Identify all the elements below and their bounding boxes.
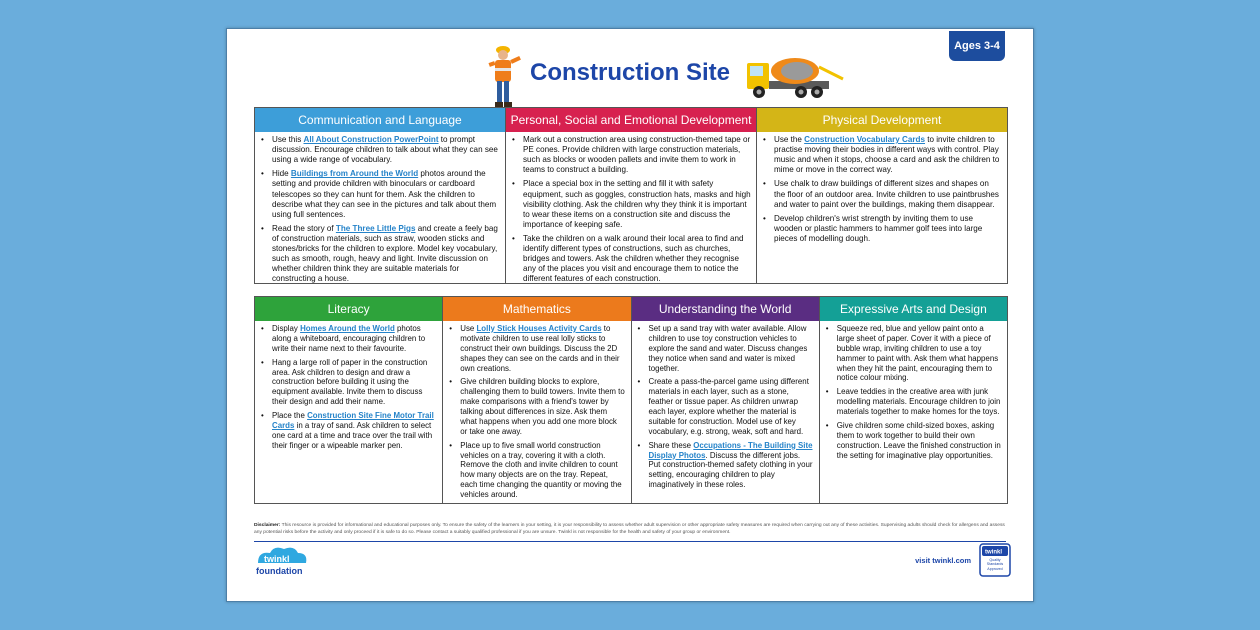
activity-text: Hide <box>272 169 291 179</box>
activity-list <box>506 132 756 289</box>
section-communication-and-language <box>255 108 506 283</box>
activity-text: Place the <box>272 411 308 420</box>
activity-text: Give children some child-sized boxes, asking them to work together to build their own construction. Leave the finished construction in the setting for imaginative play opportunities. <box>836 420 1001 460</box>
activity-text: Set up a sand tray with water available. Allow children to use toy construction vehicles to explore the sand and water. Discuss changes they notice when sand and water is mixed together. <box>648 324 808 373</box>
activity-list <box>255 321 442 455</box>
activity-text: to prompt discussion. Encourage children to talk about what they can see using a wide range of vocabulary. <box>272 135 498 165</box>
twinkl-foundation-logo[interactable] <box>254 545 312 579</box>
activity-text: Read the story of <box>272 223 336 233</box>
activity-text: Create a pass-the-parcel game using different materials in each layer, such as a stone, feather or tissue paper. As children unwrap each layer, explore whether the material is suitable for construction. Model use of key vocabulary, e.g. strong, weak, soft and hard. <box>648 377 809 436</box>
activity-text: Share these <box>648 440 694 450</box>
activity-item <box>261 169 500 220</box>
activity-item <box>763 179 1002 209</box>
activity-list <box>632 321 819 494</box>
activity-text: Develop children's wrist strength by inviting them to use wooden or plastic hammers to hammer golf tees into large pieces of modelling dough. <box>774 213 983 243</box>
activity-text: Use <box>460 324 477 333</box>
activity-item <box>638 324 814 373</box>
section-personal-social-emotional <box>506 108 757 283</box>
activity-text: to invite children to practise moving their bodies in different ways with control. Play music and when it stops, choose a card and ask the children to mime or move in the correct way. <box>774 135 1000 175</box>
section-understanding-the-world <box>632 297 820 503</box>
resource-link[interactable]: Construction Site Fine Motor Trail Cards <box>272 411 434 430</box>
resource-page <box>226 28 1034 602</box>
activity-text: Use chalk to draw buildings of different sizes and shapes on the floor of an outdoor area. Invite children to use paintbrushes and water to paint over the buildings, making them disappear. <box>774 179 999 209</box>
age-badge: Ages 3-4 <box>949 31 1005 61</box>
activity-item <box>261 224 500 285</box>
disclaimer <box>254 523 1008 536</box>
section-literacy <box>255 297 443 503</box>
logo-left-bottom: foundation <box>256 566 303 576</box>
activity-text: photos along a whiteboard, encouraging children to write their name next to their favourite. <box>272 324 426 353</box>
activity-item <box>826 387 1002 417</box>
resource-link[interactable]: All About Construction PowerPoint <box>303 135 439 144</box>
activity-item <box>261 324 437 354</box>
activity-text: photos around the setting and provide children with binoculars or cardboard telescopes so they can hunt for them. Ask the children to describe what they can see in the pictures and talk about them using full sentences. <box>272 169 497 219</box>
logo-left-top: twinkl <box>264 554 290 564</box>
disclaimer-text: This resource is provided for informational and educational purposes only. To ensure the safety of the learners in your setting, it is your responsibility to assess whether adult supervision or other appropriate safety measures are required when carrying out any of these activities. Supervising adults should check for allergens and assess any potential risks before the activity and only proceed if it is safe to do so. Please contact a suitably qualified professional if you are unsure. Twinkl is not responsible for the health and safety of your group or environment. <box>254 523 1005 535</box>
section-heading: Expressive Arts and Design <box>820 297 1007 321</box>
resource-link[interactable]: Lolly Stick Houses Activity Cards <box>476 324 602 333</box>
activity-item <box>638 377 814 436</box>
activity-text: and create a feely bag of construction materials, such as straw, wooden sticks and stones/bricks for the children to explore. Model key vocabulary, such as smooth, rough, heavy and light. Invite discussion on whether children think they are suitable materials for constructing a house. <box>272 223 498 284</box>
activity-list <box>443 321 630 504</box>
activity-text: Hang a large roll of paper in the construction area. Ask children to design and draw a construction before building it using the equipment available. Invite them to discuss their design and add their name. <box>272 357 428 407</box>
section-mathematics <box>443 297 631 503</box>
activity-text: Give children building blocks to explore, challenging them to build towers. Invite them to make comparisons with a friend's tower by talking about differences in size. Ask them what happens when you add one more block or take one away. <box>460 377 625 436</box>
activity-text: Squeeze red, blue and yellow paint onto a large sheet of paper. Cover it with a piece of bubble wrap, inviting children to use a toy hammer to paint with. Ask them what happens when they hit the paint, encouraging them to notice colour mixing. <box>836 324 999 383</box>
activity-text: Use this <box>272 135 304 144</box>
logo-right-sub: Quality Standards Approved <box>986 558 1004 571</box>
twinkl-quality-badge <box>979 543 1011 577</box>
logo-right-text: twinkl <box>985 549 1003 556</box>
resource-link[interactable]: The Three Little Pigs <box>335 223 416 233</box>
activity-item <box>826 421 1002 461</box>
section-heading: Mathematics <box>443 297 630 321</box>
activity-item <box>512 234 751 285</box>
activity-text: Use the <box>774 135 805 144</box>
activity-item <box>261 135 500 165</box>
activity-item <box>449 441 625 500</box>
activity-text: Mark out a construction area using construction-themed tape or PE cones. Provide children with large construction materials, such as blocks or wooden pallets and invite them to work in teams to construct a building. <box>523 135 751 175</box>
section-heading: Physical Development <box>757 108 1007 132</box>
activity-list <box>255 132 505 289</box>
section-heading: Understanding the World <box>632 297 819 321</box>
activity-text: Take the children on a walk around their local area to find and identify different types of constructions, such as churches, bridges and towers. Ask the children whether they recognise any of the places you visit and encourage them to notice the different features of each construction. <box>523 233 744 284</box>
activity-item <box>512 179 751 230</box>
activity-item <box>512 135 751 175</box>
activity-text: to motivate children to use real lolly sticks to construct their own buildings. Discuss the 2D shapes they can see on the cards and in their own creations. <box>460 324 620 373</box>
section-heading: Literacy <box>255 297 442 321</box>
disclaimer-label: Disclaimer: <box>254 523 281 528</box>
activity-text: in a tray of sand. Ask children to select one card at a time and trace over the trail with their finger or a wipeable marker pen. <box>272 420 433 450</box>
activity-text: Place up to five small world construction vehicles on a tray, covering it with a cloth. Remove the cloth and invite children to count how many objects are on the tray. Repeat, each time changing the quantity or moving the vehicles around. <box>460 440 622 499</box>
cement-mixer-truck-illustration <box>745 53 845 101</box>
activity-text: Display <box>272 324 301 333</box>
section-expressive-arts-and-design <box>820 297 1007 503</box>
section-heading: Personal, Social and Emotional Development <box>506 108 756 132</box>
activity-item <box>449 324 625 373</box>
activity-list <box>757 132 1007 248</box>
activity-item <box>638 441 814 490</box>
footer-divider <box>254 541 1006 542</box>
visit-twinkl-link[interactable]: visit twinkl.com <box>915 556 971 565</box>
activity-item <box>261 358 437 407</box>
resource-link[interactable]: Homes Around the World <box>300 324 395 333</box>
activity-item <box>763 214 1002 244</box>
activity-item <box>763 135 1002 175</box>
resource-link[interactable]: Occupations - The Building Site Display Photos <box>648 440 813 460</box>
activity-text: Leave teddies in the creative area with junk modelling materials. Encourage children to join materials together to make homes for the toys. <box>836 387 1001 416</box>
activity-list <box>820 321 1007 464</box>
activity-text: . Discuss the different jobs. Put construction-themed safety clothing in your setting, encouraging children to play imaginatively in these roles. <box>648 450 813 490</box>
section-physical-development <box>757 108 1007 283</box>
section-heading: Communication and Language <box>255 108 505 132</box>
page-title: Construction Site <box>529 59 730 86</box>
activity-item <box>826 324 1002 383</box>
top-areas-table <box>254 107 1008 284</box>
activity-item <box>449 377 625 436</box>
resource-link[interactable]: Construction Vocabulary Cards <box>804 135 925 144</box>
activity-item <box>261 411 437 451</box>
bottom-areas-table <box>254 296 1008 504</box>
resource-link[interactable]: Buildings from Around the World <box>290 169 419 179</box>
activity-text: Place a special box in the setting and fill it with safety equipment, such as goggles, construction hats, masks and high visibility clothing. Ask the children why they think it is important to wear these items on a construction site and discuss the importance of keeping safe. <box>523 179 751 229</box>
